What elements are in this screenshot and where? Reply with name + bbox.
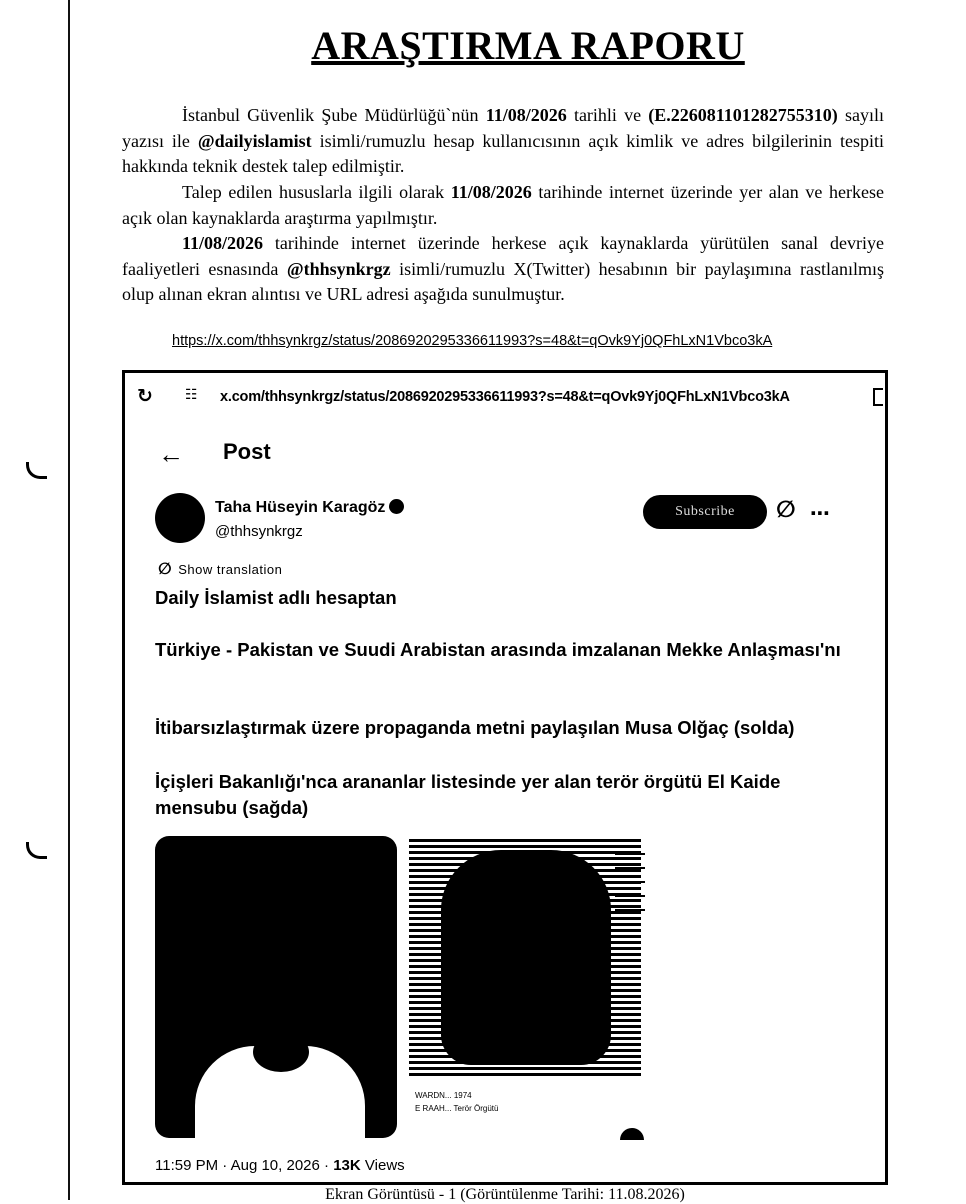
views-label: Views <box>364 1157 405 1174</box>
post-header-title: Post <box>223 439 271 464</box>
paragraph-2: Talep edilen hususlarla ilgili olarak 11/08/2026 tarihinde internet üzerinde yer alan ve herkese açık olan kaynaklarda araştırma yapılmıştır. <box>122 182 884 228</box>
tweet-text-line: İtibarsızlaştırmak üzere propaganda metni paylaşılan Musa Olğaç (solda) <box>155 717 795 738</box>
person-neck-shape <box>253 1032 309 1072</box>
verified-badge-icon <box>389 499 404 514</box>
screenshot-caption: Ekran Görüntüsü - 1 (Görüntülenme Tarihi: 11.08.2026) <box>325 1186 685 1203</box>
image-caption-1: WARDN... 1974 <box>415 1091 472 1100</box>
punch-hole-mark <box>26 842 47 859</box>
show-translation-link[interactable]: ∅ Show translation <box>158 561 283 578</box>
report-title: ARAŞTIRMA RAPORU <box>311 23 745 68</box>
tweet-screenshot <box>122 370 888 1185</box>
tweet-date: Aug 10, 2026 <box>230 1157 320 1174</box>
person-silhouette <box>441 850 611 1065</box>
avatar[interactable] <box>155 493 205 543</box>
tweet-metadata: 11:59 PM · Aug 10, 2026 · 13K Views <box>155 1157 405 1174</box>
site-settings-icon[interactable]: ☷ <box>185 386 198 402</box>
tweet-text-line: Türkiye - Pakistan ve Suudi Arabistan arasında imzalanan Mekke Anlaşması'nı <box>155 639 841 660</box>
paragraph-1: İstanbul Güvenlik Şube Müdürlüğü`nün 11/08/2026 tarihli ve (E.226081101282755310) sayılı yazısı ile @dailyislamist isimli/rumuzlu hesap kullanıcısının açık kimlik ve adres bilgilerinin tespiti hakkında teknik destek talep edilmiştir. <box>122 105 884 176</box>
tweet-image-right[interactable] <box>409 836 649 1138</box>
more-options-icon[interactable]: ⋯ <box>810 503 831 525</box>
post-url-link[interactable]: https://x.com/thhsynkrgz/status/2086920295336611993?s=48&t=qOvk9Yj0QFhLxN1Vbco3kA <box>172 333 773 349</box>
tweet-text-line: İçişleri Bakanlığı'nca arananlar listesinde yer alan terör örgütü El Kaide mensubu (sağda) <box>155 771 781 818</box>
tabs-icon[interactable] <box>873 388 883 406</box>
tweet-image-left[interactable] <box>155 836 397 1138</box>
reload-icon[interactable]: ↻ <box>137 386 153 407</box>
tweet-text-line: Daily İslamist adlı hesaptan <box>155 587 397 608</box>
translate-icon: ∅ <box>158 561 173 578</box>
address-url[interactable]: x.com/thhsynkrgz/status/2086920295336611993?s=48&t=qOvk9Yj0QFhLxN1Vbco3kA <box>220 389 790 405</box>
page-margin-line <box>68 0 70 1200</box>
subscribe-button[interactable]: Subscribe <box>643 495 767 529</box>
paragraph-3: 11/08/2026 tarihinde internet üzerinde herkese açık kaynaklarda yürütülen sanal devriye faaliyetleri esnasında @thhsynkrgz isimli/rumuzlu X(Twitter) hesabının bir paylaşımına rastlanılmış olup alınan ekran alıntısı ve URL adresi aşağıda sunulmuştur. <box>122 233 884 304</box>
tweet-time: 11:59 PM <box>155 1157 219 1174</box>
back-arrow-icon[interactable]: ← <box>158 439 184 469</box>
image-caption-2: E RAAH... Terör Örgütü <box>415 1104 499 1113</box>
browser-address-bar <box>125 387 885 409</box>
measurement-ticks <box>615 841 645 911</box>
author-handle[interactable]: @thhsynkrgz <box>215 523 303 540</box>
punch-hole-mark <box>26 462 47 479</box>
views-count: 13K <box>333 1157 361 1174</box>
author-name[interactable]: Taha Hüseyin Karagöz <box>215 499 404 517</box>
grok-icon[interactable]: ∅ <box>776 496 796 522</box>
